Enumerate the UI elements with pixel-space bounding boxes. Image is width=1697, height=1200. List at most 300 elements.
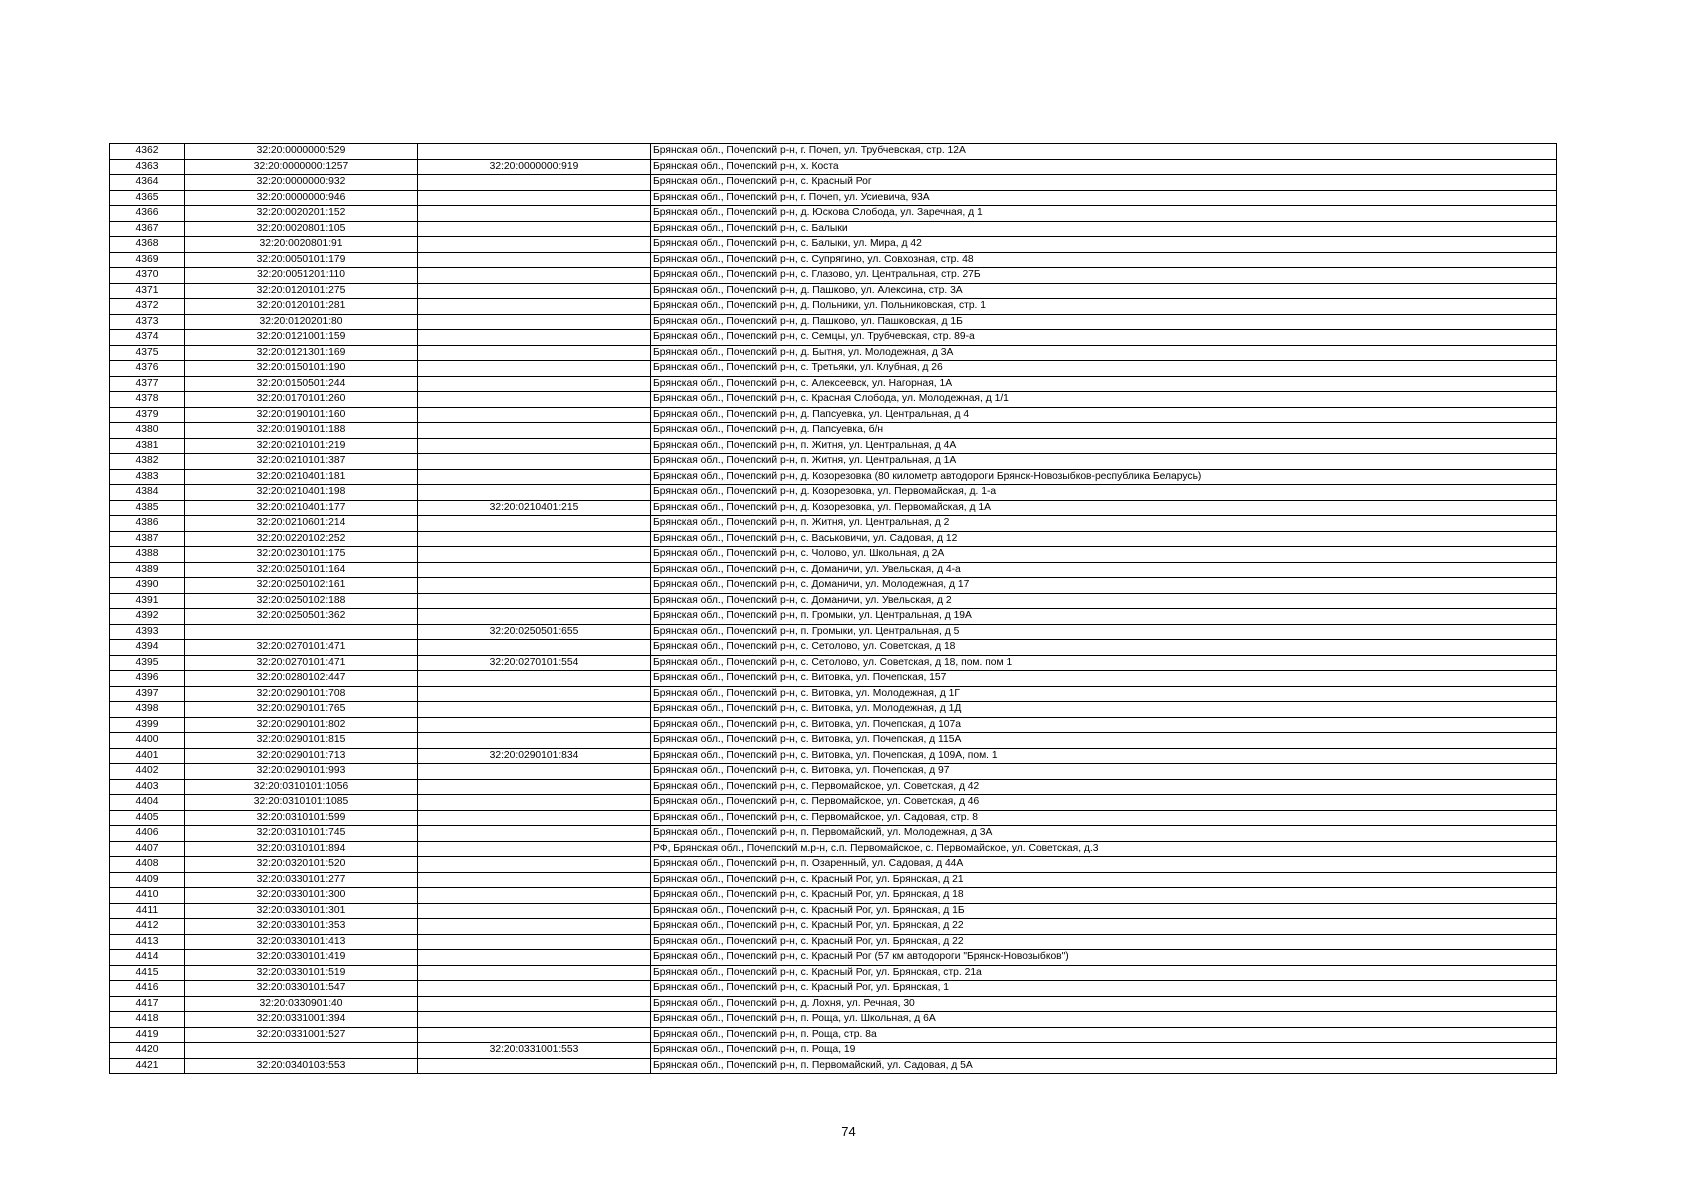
cadastral-number-cell: 32:20:0121001:159 (185, 330, 418, 346)
cadastral-number-cell: 32:20:0331001:394 (185, 1012, 418, 1028)
row-number-cell: 4419 (110, 1027, 185, 1043)
parent-cadastral-number-cell (418, 950, 651, 966)
table-row (110, 872, 1557, 888)
address-cell: Брянская обл., Почепский р-н, х. Коста (651, 159, 1557, 175)
cadastral-number-cell: 32:20:0270101:471 (185, 640, 418, 656)
parent-cadastral-number-cell (418, 640, 651, 656)
cadastral-number-cell: 32:20:0330101:413 (185, 934, 418, 950)
table-row (110, 826, 1557, 842)
parent-cadastral-number-cell: 32:20:0331001:553 (418, 1043, 651, 1059)
row-number-cell: 4385 (110, 500, 185, 516)
table-row (110, 1058, 1557, 1074)
parent-cadastral-number-cell (418, 206, 651, 222)
cadastral-number-cell: 32:20:0331001:527 (185, 1027, 418, 1043)
cadastral-number-cell: 32:20:0250102:161 (185, 578, 418, 594)
parent-cadastral-number-cell (418, 237, 651, 253)
cadastral-number-cell: 32:20:0330101:301 (185, 903, 418, 919)
cadastral-number-cell: 32:20:0310101:894 (185, 841, 418, 857)
address-cell: Брянская обл., Почепский р-н, д. Козорезовка (80 километр автодороги Брянск-Новозыбков-республика Беларусь) (651, 469, 1557, 485)
parent-cadastral-number-cell (418, 376, 651, 392)
table-row (110, 330, 1557, 346)
cadastral-number-cell: 32:20:0330101:353 (185, 919, 418, 935)
table-row (110, 438, 1557, 454)
address-cell: Брянская обл., Почепский р-н, п. Озаренный, ул. Садовая, д 44А (651, 857, 1557, 873)
address-cell: Брянская обл., Почепский р-н, д. Козорезовка, ул. Первомайская, д. 1-а (651, 485, 1557, 501)
parent-cadastral-number-cell: 32:20:0270101:554 (418, 655, 651, 671)
parent-cadastral-number-cell (418, 764, 651, 780)
address-cell: Брянская обл., Почепский р-н, с. Первомайское, ул. Садовая, стр. 8 (651, 810, 1557, 826)
cadastral-number-cell: 32:20:0250102:188 (185, 593, 418, 609)
row-number-cell: 4393 (110, 624, 185, 640)
parent-cadastral-number-cell (418, 1058, 651, 1074)
table-row (110, 950, 1557, 966)
table-row (110, 237, 1557, 253)
row-number-cell: 4407 (110, 841, 185, 857)
row-number-cell: 4418 (110, 1012, 185, 1028)
row-number-cell: 4386 (110, 516, 185, 532)
row-number-cell: 4405 (110, 810, 185, 826)
parent-cadastral-number-cell (418, 965, 651, 981)
cadastral-number-cell: 32:20:0280102:447 (185, 671, 418, 687)
table-row (110, 190, 1557, 206)
table-row (110, 671, 1557, 687)
row-number-cell: 4412 (110, 919, 185, 935)
row-number-cell: 4403 (110, 779, 185, 795)
table-row (110, 423, 1557, 439)
parent-cadastral-number-cell (418, 268, 651, 284)
cadastral-number-cell: 32:20:0330101:277 (185, 872, 418, 888)
parent-cadastral-number-cell (418, 252, 651, 268)
row-number-cell: 4387 (110, 531, 185, 547)
table-row (110, 810, 1557, 826)
address-cell: Брянская обл., Почепский р-н, д. Папсуевка, б/н (651, 423, 1557, 439)
cadastral-number-cell: 32:20:0210401:181 (185, 469, 418, 485)
cadastral-number-cell: 32:20:0250501:362 (185, 609, 418, 625)
address-cell: Брянская обл., Почепский р-н, с. Витовка, ул. Почепская, 157 (651, 671, 1557, 687)
cadastral-number-cell: 32:20:0190101:160 (185, 407, 418, 423)
cadastral-number-cell: 32:20:0150501:244 (185, 376, 418, 392)
table-row (110, 454, 1557, 470)
address-cell: Брянская обл., Почепский р-н, с. Васьковичи, ул. Садовая, д 12 (651, 531, 1557, 547)
cadastral-number-cell: 32:20:0290101:708 (185, 686, 418, 702)
address-cell: Брянская обл., Почепский р-н, д. Папсуевка, ул. Центральная, д 4 (651, 407, 1557, 423)
parent-cadastral-number-cell (418, 330, 651, 346)
address-cell: Брянская обл., Почепский р-н, с. Семцы, ул. Трубчевская, стр. 89-а (651, 330, 1557, 346)
address-cell: Брянская обл., Почепский р-н, с. Балыки, ул. Мира, д 42 (651, 237, 1557, 253)
row-number-cell: 4363 (110, 159, 185, 175)
address-cell: Брянская обл., Почепский р-н, с. Красный Рог, ул. Брянская, д 18 (651, 888, 1557, 904)
cadastral-number-cell: 32:20:0120101:275 (185, 283, 418, 299)
cadastral-number-cell: 32:20:0340103:553 (185, 1058, 418, 1074)
address-cell: Брянская обл., Почепский р-н, с. Красный Рог (651, 175, 1557, 191)
address-cell: Брянская обл., Почепский р-н, п. Житня, ул. Центральная, д 2 (651, 516, 1557, 532)
row-number-cell: 4369 (110, 252, 185, 268)
address-cell: Брянская обл., Почепский р-н, с. Доманичи, ул. Увельская, д 4-а (651, 562, 1557, 578)
address-cell: Брянская обл., Почепский р-н, д. Бытня, ул. Молодежная, д 3А (651, 345, 1557, 361)
row-number-cell: 4371 (110, 283, 185, 299)
address-cell: Брянская обл., Почепский р-н, п. Роща, 19 (651, 1043, 1557, 1059)
table-row (110, 252, 1557, 268)
address-cell: Брянская обл., Почепский р-н, с. Доманичи, ул. Молодежная, д 17 (651, 578, 1557, 594)
row-number-cell: 4392 (110, 609, 185, 625)
table-row (110, 283, 1557, 299)
address-cell: Брянская обл., Почепский р-н, п. Житня, ул. Центральная, д 1А (651, 454, 1557, 470)
row-number-cell: 4364 (110, 175, 185, 191)
parent-cadastral-number-cell (418, 779, 651, 795)
cadastral-number-cell: 32:20:0000000:1257 (185, 159, 418, 175)
row-number-cell: 4366 (110, 206, 185, 222)
row-number-cell: 4410 (110, 888, 185, 904)
table-row (110, 299, 1557, 315)
row-number-cell: 4411 (110, 903, 185, 919)
address-cell: Брянская обл., Почепский р-н, с. Красный Рог, ул. Брянская, стр. 21а (651, 965, 1557, 981)
cadastral-number-cell: 32:20:0310101:599 (185, 810, 418, 826)
table-row (110, 1043, 1557, 1059)
table-row (110, 578, 1557, 594)
cadastral-number-cell: 32:20:0210101:387 (185, 454, 418, 470)
cadastral-number-cell: 32:20:0330101:519 (185, 965, 418, 981)
row-number-cell: 4399 (110, 717, 185, 733)
row-number-cell: 4401 (110, 748, 185, 764)
cadastral-number-cell: 32:20:0210401:198 (185, 485, 418, 501)
table-row (110, 593, 1557, 609)
row-number-cell: 4415 (110, 965, 185, 981)
row-number-cell: 4381 (110, 438, 185, 454)
address-cell: Брянская обл., Почепский р-н, п. Первомайский, ул. Садовая, д 5А (651, 1058, 1557, 1074)
cadastral-number-cell: 32:20:0210401:177 (185, 500, 418, 516)
parent-cadastral-number-cell (418, 593, 651, 609)
parent-cadastral-number-cell (418, 144, 651, 160)
table-row (110, 221, 1557, 237)
table-row (110, 857, 1557, 873)
parent-cadastral-number-cell (418, 392, 651, 408)
parent-cadastral-number-cell (418, 299, 651, 315)
address-cell: Брянская обл., Почепский р-н, с. Супрягино, ул. Совхозная, стр. 48 (651, 252, 1557, 268)
parent-cadastral-number-cell: 32:20:0290101:834 (418, 748, 651, 764)
parent-cadastral-number-cell (418, 423, 651, 439)
table-row (110, 655, 1557, 671)
address-cell: Брянская обл., Почепский р-н, п. Роща, стр. 8а (651, 1027, 1557, 1043)
cadastral-number-cell: 32:20:0310101:745 (185, 826, 418, 842)
table-row (110, 624, 1557, 640)
parent-cadastral-number-cell (418, 345, 651, 361)
address-cell: Брянская обл., Почепский р-н, с. Красный Рог, ул. Брянская, д 21 (651, 872, 1557, 888)
parent-cadastral-number-cell (418, 717, 651, 733)
table-row (110, 919, 1557, 935)
cadastral-number-cell: 32:20:0020201:152 (185, 206, 418, 222)
row-number-cell: 4402 (110, 764, 185, 780)
address-cell: Брянская обл., Почепский р-н, с. Красный Рог, ул. Брянская, д 22 (651, 934, 1557, 950)
table-row (110, 934, 1557, 950)
cadastral-number-cell: 32:20:0121301:169 (185, 345, 418, 361)
address-cell: Брянская обл., Почепский р-н, с. Алексеевск, ул. Нагорная, 1А (651, 376, 1557, 392)
address-cell: Брянская обл., Почепский р-н, д. Лохня, ул. Речная, 30 (651, 996, 1557, 1012)
parent-cadastral-number-cell: 32:20:0250501:655 (418, 624, 651, 640)
table-row (110, 640, 1557, 656)
parent-cadastral-number-cell (418, 438, 651, 454)
cadastral-number-cell: 32:20:0120201:80 (185, 314, 418, 330)
address-cell: Брянская обл., Почепский р-н, д. Пашково, ул. Пашковская, д 1Б (651, 314, 1557, 330)
parent-cadastral-number-cell (418, 671, 651, 687)
cadastral-number-cell: 32:20:0150101:190 (185, 361, 418, 377)
cadastral-number-cell: 32:20:0120101:281 (185, 299, 418, 315)
parent-cadastral-number-cell (418, 175, 651, 191)
cadastral-number-cell: 32:20:0290101:815 (185, 733, 418, 749)
cadastral-number-cell: 32:20:0051201:110 (185, 268, 418, 284)
cadastral-number-cell: 32:20:0330101:419 (185, 950, 418, 966)
row-number-cell: 4391 (110, 593, 185, 609)
parent-cadastral-number-cell (418, 841, 651, 857)
address-cell: Брянская обл., Почепский р-н, с. Красный Рог, ул. Брянская, д 22 (651, 919, 1557, 935)
table-row (110, 686, 1557, 702)
parent-cadastral-number-cell (418, 733, 651, 749)
row-number-cell: 4388 (110, 547, 185, 563)
table-row (110, 841, 1557, 857)
address-cell: Брянская обл., Почепский р-н, с. Витовка, ул. Молодежная, д 1Д (651, 702, 1557, 718)
row-number-cell: 4421 (110, 1058, 185, 1074)
table-row (110, 1027, 1557, 1043)
parent-cadastral-number-cell (418, 578, 651, 594)
cadastral-number-cell: 32:20:0230101:175 (185, 547, 418, 563)
table-row (110, 175, 1557, 191)
row-number-cell: 4409 (110, 872, 185, 888)
row-number-cell: 4396 (110, 671, 185, 687)
address-cell: Брянская обл., Почепский р-н, с. Третьяки, ул. Клубная, д 26 (651, 361, 1557, 377)
address-cell: РФ, Брянская обл., Почепский м.р-н, с.п. Первомайское, с. Первомайское, ул. Советская, д.3 (651, 841, 1557, 857)
cadastral-number-cell: 32:20:0290101:765 (185, 702, 418, 718)
row-number-cell: 4420 (110, 1043, 185, 1059)
parent-cadastral-number-cell (418, 516, 651, 532)
row-number-cell: 4406 (110, 826, 185, 842)
cadastral-number-cell: 32:20:0210601:214 (185, 516, 418, 532)
row-number-cell: 4370 (110, 268, 185, 284)
row-number-cell: 4374 (110, 330, 185, 346)
table-row (110, 376, 1557, 392)
row-number-cell: 4373 (110, 314, 185, 330)
address-cell: Брянская обл., Почепский р-н, с. Красная Слобода, ул. Молодежная, д 1/1 (651, 392, 1557, 408)
table-row (110, 733, 1557, 749)
table-row (110, 392, 1557, 408)
table-row (110, 748, 1557, 764)
row-number-cell: 4375 (110, 345, 185, 361)
row-number-cell: 4365 (110, 190, 185, 206)
cadastral-number-cell: 32:20:0270101:471 (185, 655, 418, 671)
address-cell: Брянская обл., Почепский р-н, с. Красный Рог (57 км автодороги "Брянск-Новозыбков") (651, 950, 1557, 966)
parent-cadastral-number-cell (418, 562, 651, 578)
parent-cadastral-number-cell (418, 686, 651, 702)
row-number-cell: 4417 (110, 996, 185, 1012)
address-cell: Брянская обл., Почепский р-н, с. Глазово, ул. Центральная, стр. 27Б (651, 268, 1557, 284)
parent-cadastral-number-cell (418, 361, 651, 377)
table-row (110, 702, 1557, 718)
row-number-cell: 4382 (110, 454, 185, 470)
parent-cadastral-number-cell (418, 531, 651, 547)
table-row (110, 1012, 1557, 1028)
address-cell: Брянская обл., Почепский р-н, с. Красный Рог, ул. Брянская, д 1Б (651, 903, 1557, 919)
parent-cadastral-number-cell (418, 872, 651, 888)
row-number-cell: 4362 (110, 144, 185, 160)
table-row (110, 407, 1557, 423)
table-row (110, 981, 1557, 997)
cadastral-number-cell: 32:20:0290101:802 (185, 717, 418, 733)
row-number-cell: 4408 (110, 857, 185, 873)
address-cell: Брянская обл., Почепский р-н, п. Житня, ул. Центральная, д 4А (651, 438, 1557, 454)
parent-cadastral-number-cell (418, 221, 651, 237)
address-cell: Брянская обл., Почепский р-н, г. Почеп, ул. Трубчевская, стр. 12А (651, 144, 1557, 160)
table-row (110, 996, 1557, 1012)
row-number-cell: 4395 (110, 655, 185, 671)
cadastral-number-cell: 32:20:0320101:520 (185, 857, 418, 873)
table-row (110, 516, 1557, 532)
parent-cadastral-number-cell (418, 996, 651, 1012)
address-cell: Брянская обл., Почепский р-н, с. Балыки (651, 221, 1557, 237)
cadastral-number-cell: 32:20:0190101:188 (185, 423, 418, 439)
row-number-cell: 4378 (110, 392, 185, 408)
table-row (110, 965, 1557, 981)
table-row (110, 531, 1557, 547)
parent-cadastral-number-cell (418, 283, 651, 299)
address-cell: Брянская обл., Почепский р-н, с. Сетолово, ул. Советская, д 18, пом. пом 1 (651, 655, 1557, 671)
table-row (110, 206, 1557, 222)
parent-cadastral-number-cell (418, 485, 651, 501)
parent-cadastral-number-cell (418, 190, 651, 206)
row-number-cell: 4379 (110, 407, 185, 423)
table-row (110, 888, 1557, 904)
parent-cadastral-number-cell (418, 934, 651, 950)
address-cell: Брянская обл., Почепский р-н, д. Пашково, ул. Алексина, стр. 3А (651, 283, 1557, 299)
row-number-cell: 4376 (110, 361, 185, 377)
address-cell: Брянская обл., Почепский р-н, п. Первомайский, ул. Молодежная, д 3А (651, 826, 1557, 842)
parent-cadastral-number-cell (418, 547, 651, 563)
address-cell: Брянская обл., Почепский р-н, п. Громыки, ул. Центральная, д 5 (651, 624, 1557, 640)
registry-table (109, 143, 1557, 1074)
parent-cadastral-number-cell (418, 1027, 651, 1043)
row-number-cell: 4390 (110, 578, 185, 594)
row-number-cell: 4383 (110, 469, 185, 485)
cadastral-number-cell: 32:20:0020801:105 (185, 221, 418, 237)
parent-cadastral-number-cell (418, 469, 651, 485)
parent-cadastral-number-cell (418, 795, 651, 811)
row-number-cell: 4398 (110, 702, 185, 718)
row-number-cell: 4372 (110, 299, 185, 315)
page-number: 74 (841, 1124, 856, 1139)
parent-cadastral-number-cell (418, 826, 651, 842)
parent-cadastral-number-cell (418, 702, 651, 718)
parent-cadastral-number-cell (418, 888, 651, 904)
table-row (110, 779, 1557, 795)
cadastral-number-cell: 32:20:0290101:713 (185, 748, 418, 764)
cadastral-number-cell: 32:20:0210101:219 (185, 438, 418, 454)
parent-cadastral-number-cell (418, 919, 651, 935)
address-cell: Брянская обл., Почепский р-н, с. Доманичи, ул. Увельская, д 2 (651, 593, 1557, 609)
cadastral-number-cell: 32:20:0000000:529 (185, 144, 418, 160)
row-number-cell: 4389 (110, 562, 185, 578)
address-cell: Брянская обл., Почепский р-н, с. Первомайское, ул. Советская, д 46 (651, 795, 1557, 811)
parent-cadastral-number-cell (418, 454, 651, 470)
table-row (110, 547, 1557, 563)
address-cell: Брянская обл., Почепский р-н, п. Роща, ул. Школьная, д 6А (651, 1012, 1557, 1028)
address-cell: Брянская обл., Почепский р-н, с. Сетолово, ул. Советская, д 18 (651, 640, 1557, 656)
table-row (110, 903, 1557, 919)
address-cell: Брянская обл., Почепский р-н, с. Витовка, ул. Почепская, д 115А (651, 733, 1557, 749)
row-number-cell: 4397 (110, 686, 185, 702)
table-row (110, 562, 1557, 578)
cadastral-number-cell: 32:20:0310101:1085 (185, 795, 418, 811)
address-cell: Брянская обл., Почепский р-н, д. Юскова Слобода, ул. Заречная, д 1 (651, 206, 1557, 222)
parent-cadastral-number-cell (418, 810, 651, 826)
table-row (110, 717, 1557, 733)
parent-cadastral-number-cell (418, 407, 651, 423)
address-cell: Брянская обл., Почепский р-н, с. Красный Рог, ул. Брянская, 1 (651, 981, 1557, 997)
parent-cadastral-number-cell (418, 903, 651, 919)
row-number-cell: 4404 (110, 795, 185, 811)
table-row (110, 361, 1557, 377)
row-number-cell: 4394 (110, 640, 185, 656)
address-cell: Брянская обл., Почепский р-н, п. Громыки, ул. Центральная, д 19А (651, 609, 1557, 625)
parent-cadastral-number-cell (418, 981, 651, 997)
cadastral-number-cell: 32:20:0330901:40 (185, 996, 418, 1012)
row-number-cell: 4380 (110, 423, 185, 439)
cadastral-number-cell: 32:20:0330101:547 (185, 981, 418, 997)
table-row (110, 159, 1557, 175)
cadastral-number-cell: 32:20:0170101:260 (185, 392, 418, 408)
row-number-cell: 4368 (110, 237, 185, 253)
address-cell: Брянская обл., Почепский р-н, с. Первомайское, ул. Советская, д 42 (651, 779, 1557, 795)
table-row (110, 795, 1557, 811)
row-number-cell: 4367 (110, 221, 185, 237)
row-number-cell: 4377 (110, 376, 185, 392)
parent-cadastral-number-cell (418, 857, 651, 873)
cadastral-number-cell: 32:20:0290101:993 (185, 764, 418, 780)
cadastral-number-cell (185, 1043, 418, 1059)
address-cell: Брянская обл., Почепский р-н, д. Козорезовка, ул. Первомайская, д 1А (651, 500, 1557, 516)
address-cell: Брянская обл., Почепский р-н, с. Витовка, ул. Молодежная, д 1Г (651, 686, 1557, 702)
cadastral-number-cell: 32:20:0000000:946 (185, 190, 418, 206)
cadastral-number-cell: 32:20:0330101:300 (185, 888, 418, 904)
table-row (110, 764, 1557, 780)
cadastral-number-cell: 32:20:0020801:91 (185, 237, 418, 253)
parent-cadastral-number-cell (418, 1012, 651, 1028)
table-row (110, 345, 1557, 361)
parent-cadastral-number-cell (418, 314, 651, 330)
address-cell: Брянская обл., Почепский р-н, г. Почеп, ул. Усиевича, 93А (651, 190, 1557, 206)
address-cell: Брянская обл., Почепский р-н, с. Витовка, ул. Почепская, д 107а (651, 717, 1557, 733)
address-cell: Брянская обл., Почепский р-н, с. Витовка, ул. Почепская, д 97 (651, 764, 1557, 780)
parent-cadastral-number-cell: 32:20:0210401:215 (418, 500, 651, 516)
address-cell: Брянская обл., Почепский р-н, д. Польники, ул. Польниковская, стр. 1 (651, 299, 1557, 315)
row-number-cell: 4413 (110, 934, 185, 950)
parent-cadastral-number-cell (418, 609, 651, 625)
table-row (110, 144, 1557, 160)
address-cell: Брянская обл., Почепский р-н, с. Чолово, ул. Школьная, д 2А (651, 547, 1557, 563)
row-number-cell: 4384 (110, 485, 185, 501)
cadastral-number-cell: 32:20:0250101:164 (185, 562, 418, 578)
address-cell: Брянская обл., Почепский р-н, с. Витовка, ул. Почепская, д 109А, пом. 1 (651, 748, 1557, 764)
cadastral-number-cell: 32:20:0000000:932 (185, 175, 418, 191)
table-row (110, 500, 1557, 516)
row-number-cell: 4414 (110, 950, 185, 966)
table-row (110, 314, 1557, 330)
cadastral-number-cell: 32:20:0050101:179 (185, 252, 418, 268)
table-row (110, 469, 1557, 485)
cadastral-number-cell: 32:20:0220102:252 (185, 531, 418, 547)
table-row (110, 485, 1557, 501)
table-row (110, 268, 1557, 284)
row-number-cell: 4400 (110, 733, 185, 749)
cadastral-number-cell (185, 624, 418, 640)
parent-cadastral-number-cell: 32:20:0000000:919 (418, 159, 651, 175)
row-number-cell: 4416 (110, 981, 185, 997)
